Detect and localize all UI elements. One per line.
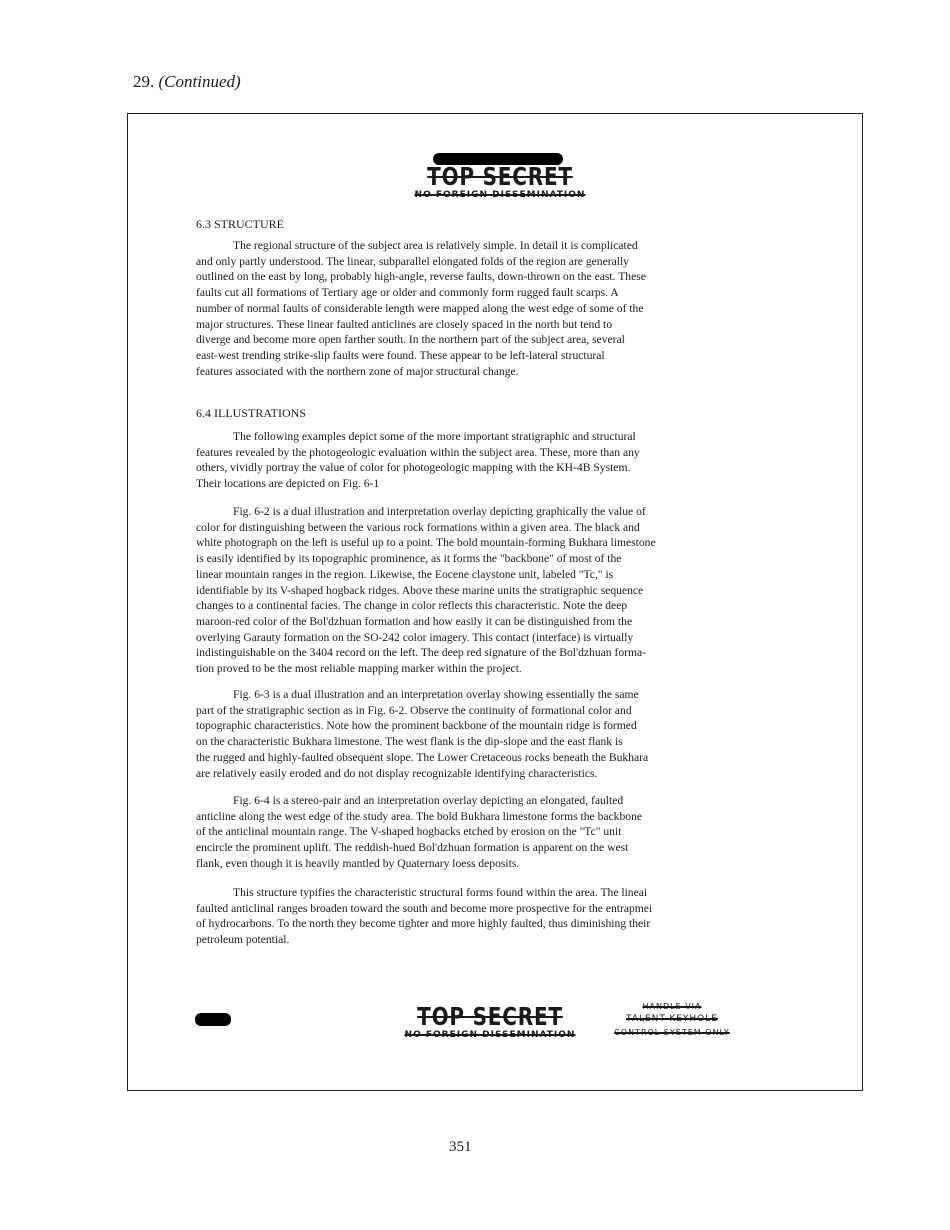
text-line: part of the stratigraphic section as in Fig. 6-2. Observe the continuity of formational color and	[196, 703, 632, 717]
text-line: changes to a continental facies. The change in color reflects this characteristic. Note the deep	[196, 599, 628, 613]
text-line: others, vividly portray the value of color for photogeologic mapping with the KH-4B System.	[196, 461, 631, 475]
text-line: anticline along the west edge of the study area. The bold Bukhara limestone forms the backbone	[196, 809, 643, 823]
paragraph	[196, 429, 806, 492]
text-line: identifiable by its V-shaped hogback ridges. Above these marine units the stratigraphic sequence	[196, 583, 644, 597]
text-line: Fig. 6-2 is a dual illustration and interpretation overlay depicting graphically the value of	[233, 505, 646, 518]
text-line: and only partly understood. The linear, subparallel elongated folds of the region are generally	[196, 254, 629, 268]
classification-mark: TOP SECRET	[427, 162, 573, 191]
text-line: outlined on the east by long, probably high-angle, reverse faults, down-thrown on the east. These	[196, 270, 646, 284]
text-line: encircle the prominent uplift. The reddish-hued Bol'dzhuan formation is apparent on the west	[196, 841, 629, 855]
text-line: number of normal faults of considerable length were mapped along the west edge of some of the	[196, 301, 644, 315]
dissemination-mark: NO FOREIGN DISSEMINATION	[404, 1030, 576, 1040]
text-line: color for distinguishing between the various rock formations within a given area. The black and	[196, 520, 640, 534]
header-number: 29.	[133, 72, 155, 91]
text-line: topographic characteristics. Note how the prominent backbone of the mountain ridge is formed	[196, 719, 637, 733]
text-line: on the characteristic Bukhara limestone. The west flank is the dip-slope and the east flank is	[196, 735, 623, 749]
control-system-stamp	[592, 1000, 752, 1039]
header-continued: (Continued)	[158, 72, 241, 91]
text-line: features revealed by the photogeologic evaluation within the subject area. These, more than any	[196, 445, 640, 459]
redaction-bar-bottom	[195, 1013, 231, 1026]
text-line: The regional structure of the subject area is relatively simple. In detail it is complicated	[233, 239, 638, 252]
control-mark: CONTROL SYSTEM ONLY	[614, 1028, 730, 1037]
text-line: This structure typifies the characteristic structural forms found within the area. The lineai	[233, 886, 648, 899]
text-line: petroleum potential.	[196, 933, 290, 947]
text-line: faults cut all formations of Tertiary age or older and commonly form rugged fault scarps. A	[196, 286, 619, 300]
text-line: major structures. These linear faulted anticlines are closely spaced in the north but tend to	[196, 317, 613, 331]
text-line: maroon-red color of the Bol'dzhuan formation and how easily it can be distinguished from the	[196, 614, 633, 628]
paragraph	[196, 687, 806, 781]
paragraph	[196, 504, 806, 677]
top-classification-stamp	[400, 164, 600, 200]
classification-mark: TOP SECRET	[417, 1002, 563, 1031]
text-line: are relatively easily eroded and do not display recognizable identifying characteristics.	[196, 766, 598, 780]
text-line: flank, even though it is heavily mantled by Quaternary loess deposits.	[196, 856, 520, 870]
dissemination-mark: NO FOREIGN DISSEMINATION	[414, 190, 586, 200]
paragraph	[196, 885, 806, 948]
text-line: faulted anticlinal ranges broaden toward the south and become more prospective for the entrapmei	[196, 901, 653, 915]
section-heading-illustrations: 6.4 ILLUSTRATIONS	[196, 406, 306, 420]
text-line: of the anticlinal mountain range. The V-shaped hogbacks etched by erosion on the "Tc" unit	[196, 825, 622, 839]
text-line: east-west trending strike-slip faults were found. These appear to be left-lateral structural	[196, 348, 605, 362]
text-line: indistinguishable on the 3404 record on the left. The deep red signature of the Bol'dzhuan forma-	[196, 646, 647, 660]
handle-via-mark: HANDLE VIA	[642, 1002, 702, 1011]
text-line: of hydrocarbons. To the north they become tighter and more highly faulted, thus diminishing their	[196, 917, 651, 931]
text-line: The following examples depict some of the more important stratigraphic and structural	[233, 430, 636, 443]
text-line: linear mountain ranges in the region. Likewise, the Eocene claystone unit, labeled "Tc," is	[196, 567, 614, 581]
text-line: the rugged and highly-faulted obsequent slope. The Lower Cretaceous rocks beneath the Bukhara	[196, 750, 649, 764]
system-mark: TALENT-KEYHOLE	[626, 1014, 718, 1024]
text-line: Fig. 6-3 is a dual illustration and an interpretation overlay showing essentially the same	[233, 688, 639, 701]
paragraph-structure	[196, 238, 806, 379]
text-line: overlying Garauty formation on the SO-242 color imagery. This contact (interface) is virtually	[196, 630, 634, 644]
text-line: white photograph on the left is useful up to a point. The bold mountain-forming Bukhara limestone	[196, 536, 656, 550]
text-line: tion proved to be the most reliable mapping marker within the project.	[196, 662, 522, 676]
page-header	[133, 72, 241, 92]
page-number: 351	[449, 1139, 472, 1155]
section-heading-structure: 6.3 STRUCTURE	[196, 217, 285, 231]
bottom-classification-stamp	[390, 1004, 590, 1040]
text-line: diverge and become more open farther south. In the northern part of the subject area, several	[196, 333, 625, 347]
text-line: Their locations are depicted on Fig. 6-1	[196, 477, 380, 491]
text-line: Fig. 6-4 is a stereo-pair and an interpretation overlay depicting an elongated, faulted	[233, 794, 624, 807]
text-line: features associated with the northern zone of major structural change.	[196, 364, 519, 378]
paragraph	[196, 793, 806, 872]
text-line: is easily identified by its topographic prominence, as it forms the "backbone" of most of the	[196, 552, 622, 566]
